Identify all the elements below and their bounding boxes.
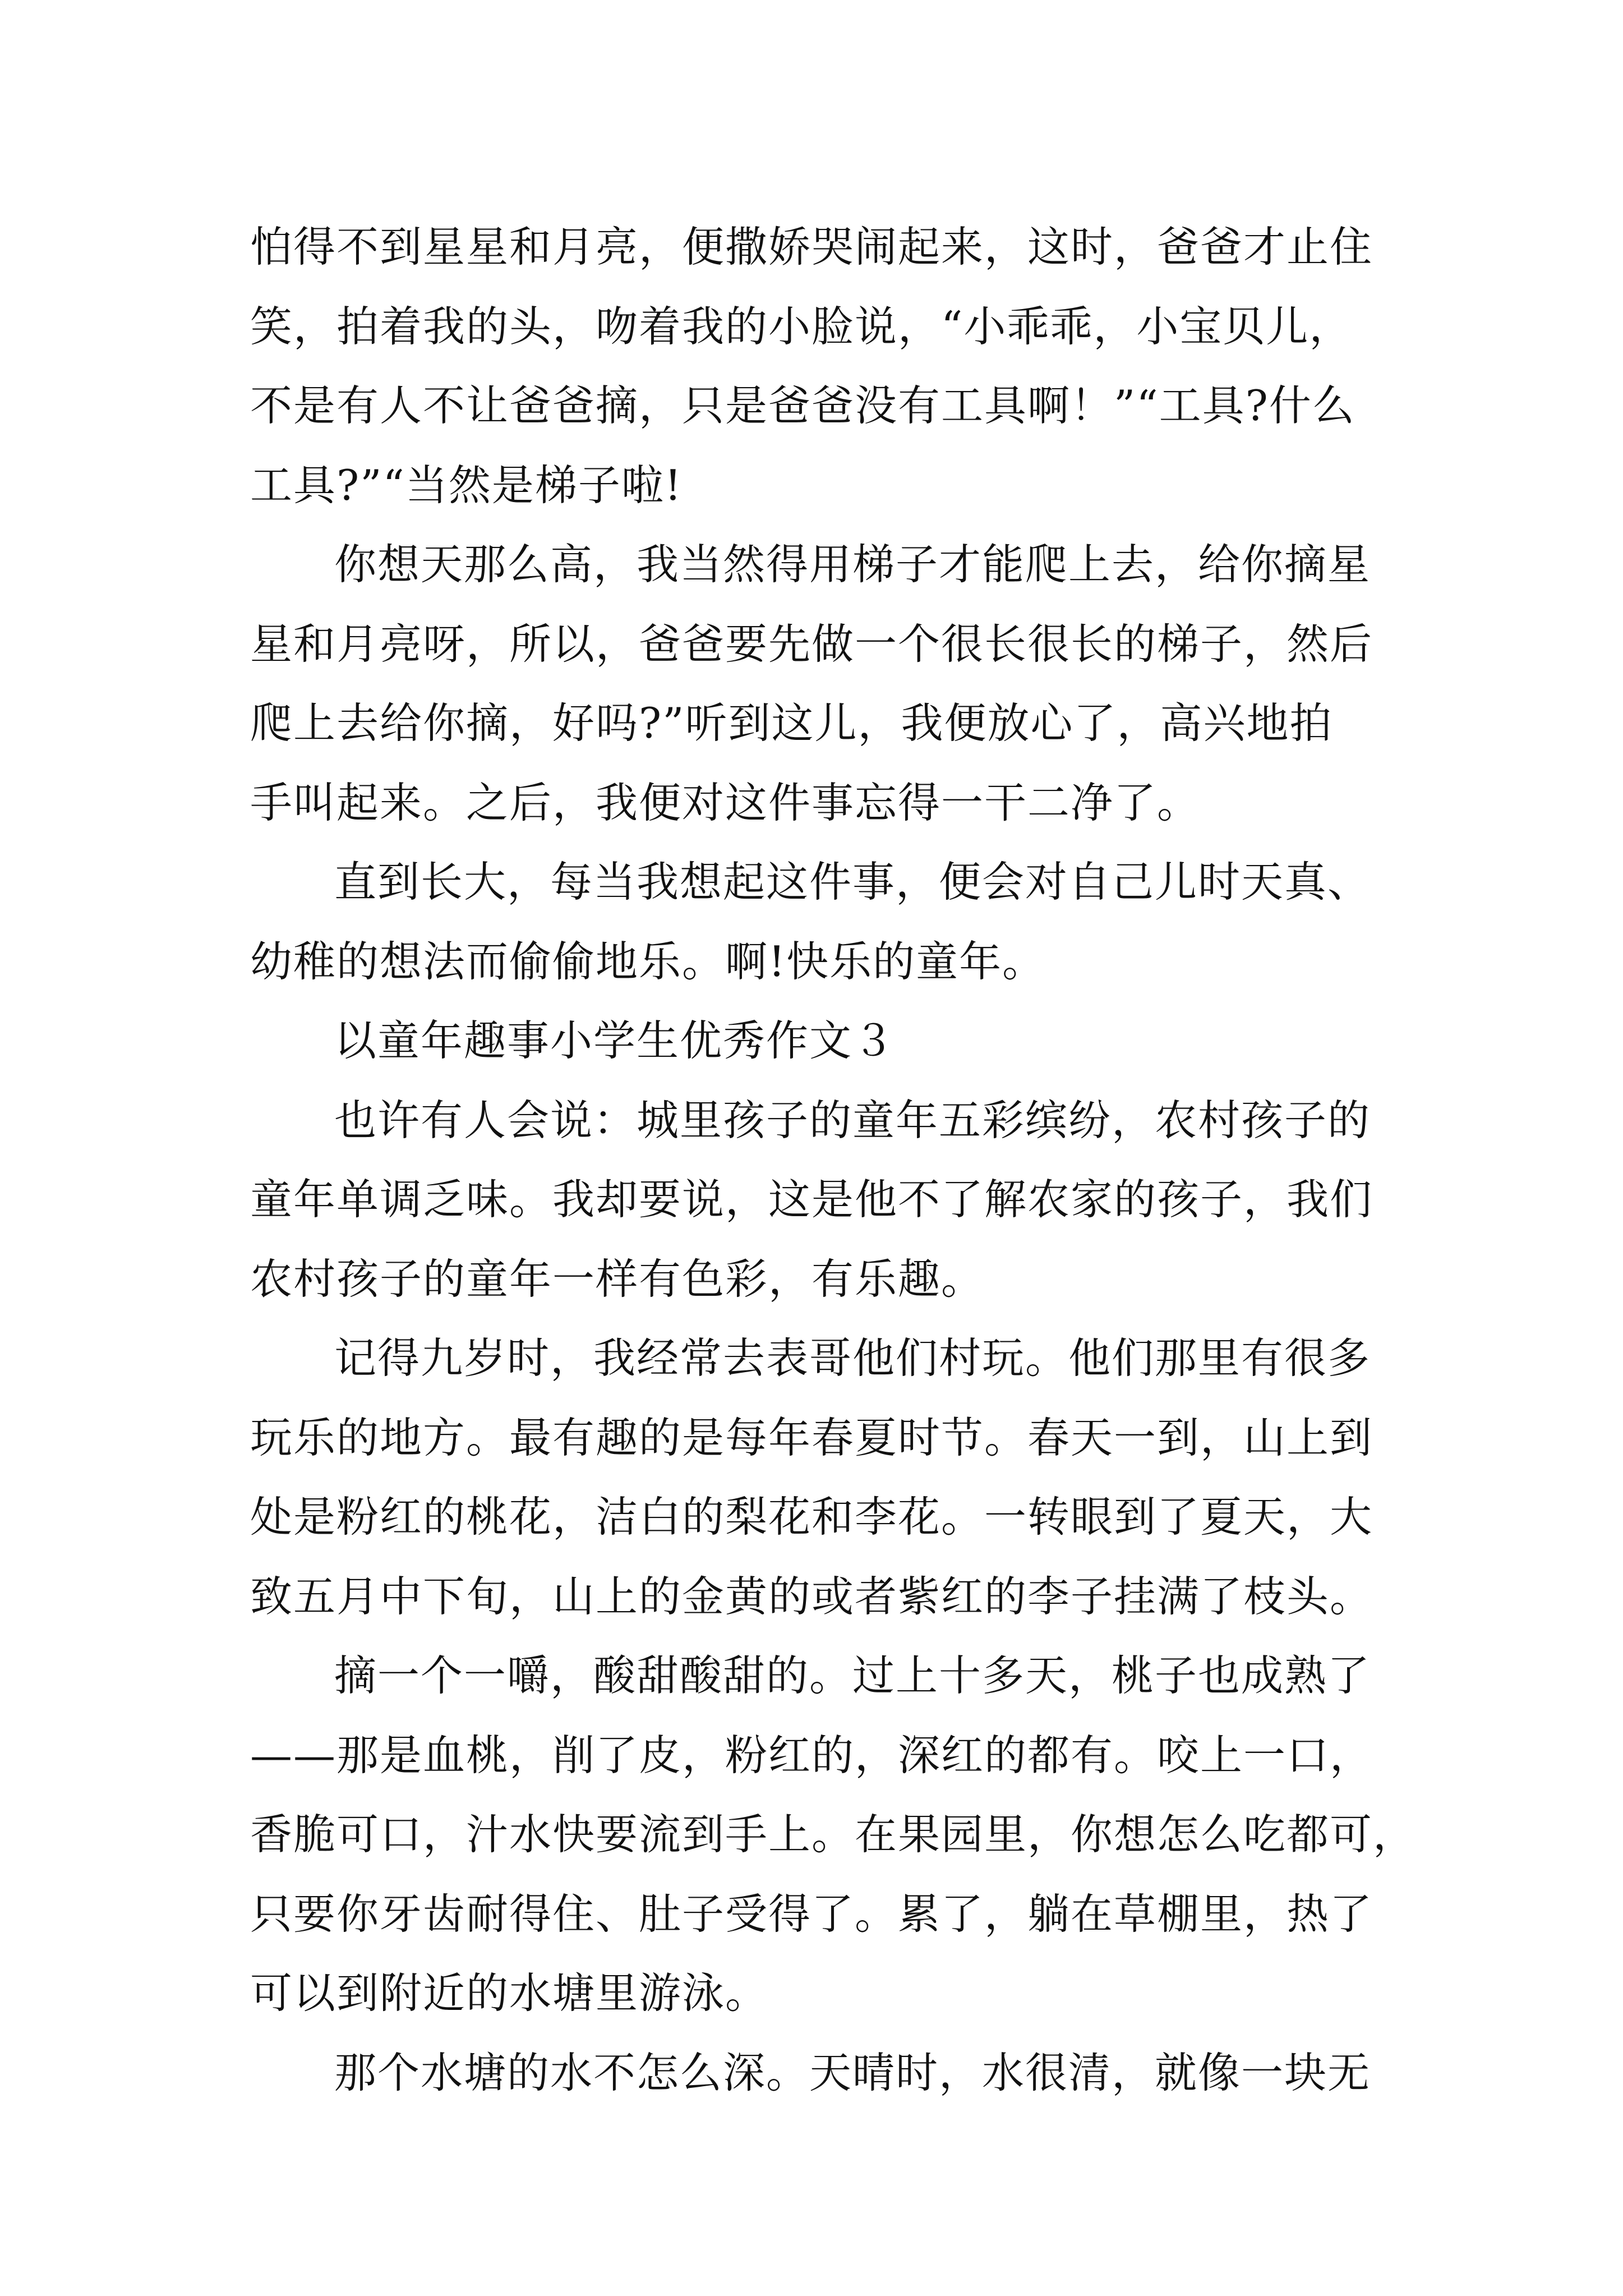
text-line: ——那是血桃，削了皮，粉红的，深红的都有。咬上一口， xyxy=(250,1730,1373,1780)
text-line: 香脆可口，汁水快要流到手上。在果园里，你想怎么吃都可， xyxy=(250,1810,1417,1859)
text-line: 怕得不到星星和月亮，便撒娇哭闹起来，这时，爸爸才止住 xyxy=(250,222,1373,272)
document-body xyxy=(250,208,1417,2113)
text-line: 致五月中下旬，山上的金黄的或者紫红的李子挂满了枝头。 xyxy=(250,1571,1373,1621)
text-line: 手叫起来。之后，我便对这件事忘得一干二净了。 xyxy=(250,777,1201,827)
paragraph-start-line: 记得九岁时，我经常去表哥他们村玩。他们那里有很多 xyxy=(334,1333,1371,1383)
text-line: 笑，拍着我的头，吻着我的小脸说，“小乖乖，小宝贝儿， xyxy=(250,301,1353,351)
paragraph-start-line: 直到长大，每当我想起这件事，便会对自己儿时天真、 xyxy=(334,857,1371,907)
paragraph-start-line: 摘一个一嚼，酸甜酸甜的。过上十多天，桃子也成熟了 xyxy=(334,1651,1371,1700)
text-line: 玩乐的地方。最有趣的是每年春夏时节。春天一到，山上到 xyxy=(250,1412,1373,1462)
section-heading: 以童年趣事小学生优秀作文３ xyxy=(334,1016,896,1065)
text-line: 农村孩子的童年一样有色彩，有乐趣。 xyxy=(250,1254,985,1304)
text-line: 爬上去给你摘，好吗?”听到这儿，我便放心了，高兴地拍 xyxy=(250,698,1333,748)
text-line: 幼稚的想法而偷偷地乐。啊!快乐的童年。 xyxy=(250,936,1046,986)
text-line: 可以到附近的水塘里游泳。 xyxy=(250,1968,769,2018)
text-line: 工具?”“当然是梯子啦! xyxy=(250,460,683,510)
text-line: 处是粉红的桃花，洁白的梨花和李花。一转眼到了夏天，大 xyxy=(250,1492,1373,1542)
text-line: 只要你牙齿耐得住、肚子受得了。累了，躺在草棚里，热了 xyxy=(250,1889,1373,1939)
paragraph-start-line: 也许有人会说：城里孩子的童年五彩缤纷，农村孩子的 xyxy=(334,1095,1371,1145)
text-line: 不是有人不让爸爸摘，只是爸爸没有工具啊！”“工具?什么 xyxy=(250,381,1355,430)
text-line: 童年单调乏味。我却要说，这是他不了解农家的孩子，我们 xyxy=(250,1175,1373,1224)
paragraph-start-line: 那个水塘的水不怎么深。天晴时，水很清，就像一块无 xyxy=(334,2047,1371,2097)
text-line: 星和月亮呀，所以，爸爸要先做一个很长很长的梯子，然后 xyxy=(250,619,1373,669)
paragraph-start-line: 你想天那么高，我当然得用梯子才能爬上去，给你摘星 xyxy=(334,540,1371,589)
